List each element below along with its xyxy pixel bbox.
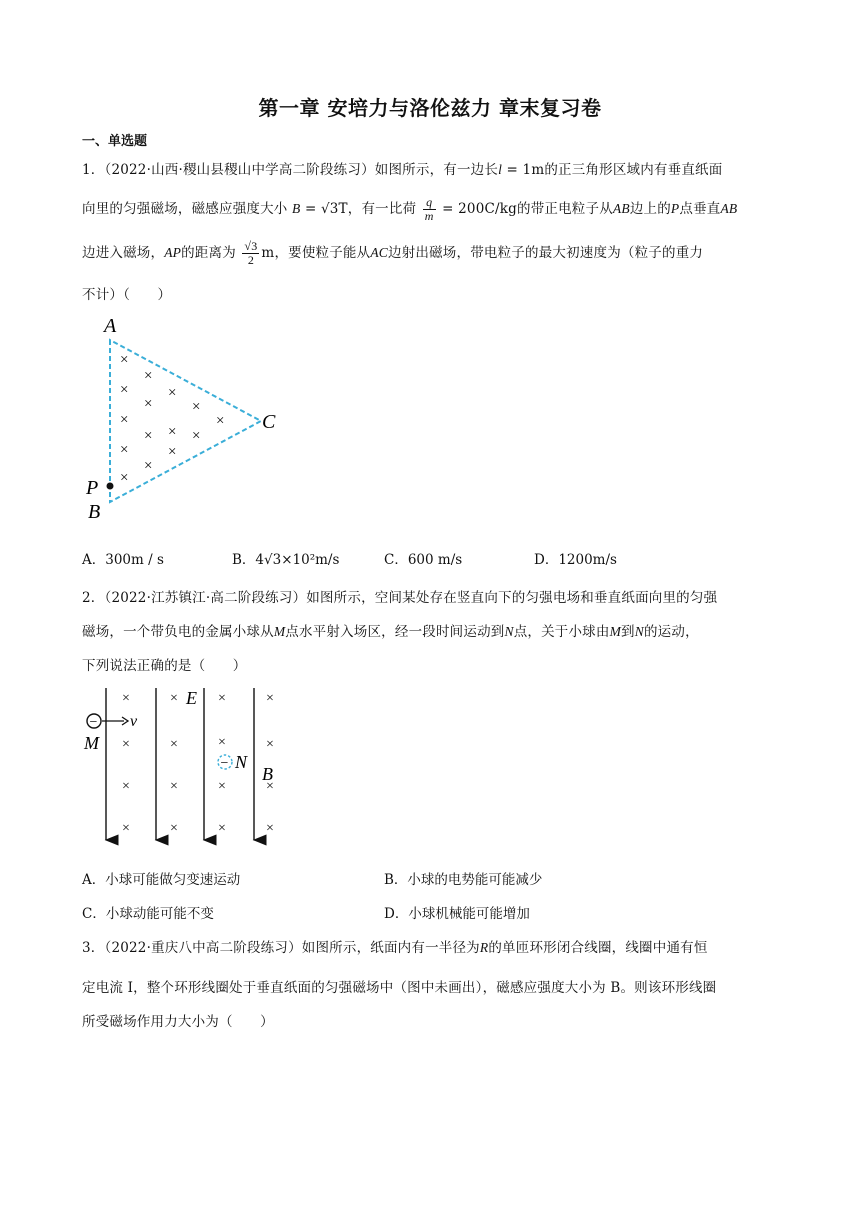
field-cross-mark: × xyxy=(170,691,178,706)
label-e: E xyxy=(186,688,197,708)
q1-var-B: B xyxy=(292,201,301,216)
point-p-dot xyxy=(107,483,114,490)
q1-text: 边射出磁场，带电粒子的最大初速度为（粒子的重力 xyxy=(388,245,704,261)
q1-line-2 xyxy=(82,196,737,223)
field-cross-mark: × xyxy=(120,382,129,398)
q2-text: 点水平射入场区，经一段时间运动到 xyxy=(285,624,505,640)
q2-line-3: 下列说法正确的是（ ） xyxy=(82,658,247,674)
q2-line-1: 2．（2022·江苏镇江·高二阶段练习）如图所示，空间某处存在竖直向下的匀强电场和垂直纸面向里的匀强 xyxy=(82,590,718,606)
field-cross-mark: × xyxy=(144,368,153,384)
field-cross-mark: × xyxy=(122,737,130,752)
q1-eq-q: = 200C/kg xyxy=(437,201,517,217)
q1-fraction-q-m xyxy=(423,196,436,223)
q3-text: 3．（2022·重庆八中高二阶段练习）如图所示，纸面内有一半径为 xyxy=(82,940,480,956)
q1-text: ，要使粒子能从 xyxy=(274,245,371,261)
field-cross-mark: × xyxy=(218,735,226,750)
field-cross-mark: × xyxy=(120,412,129,428)
q1-text: 的距离为 xyxy=(181,245,236,261)
q2-var-M: M xyxy=(609,624,622,639)
q1-unit: m xyxy=(261,245,275,261)
q1-text: 边上的 xyxy=(629,201,671,217)
q3-line-2: 定电流 I，整个环形线圈处于垂直纸面的匀强磁场中（图中未画出），磁感应强度大小为 B。则该环形线圈 xyxy=(82,980,717,996)
field-cross-mark: × xyxy=(266,779,274,794)
q1-var-AP: AP xyxy=(164,245,182,260)
q2-option-a[interactable]: A．小球可能做匀变速运动 xyxy=(82,872,241,888)
q2-var-M: M xyxy=(273,624,286,639)
page-title: 第一章 安培力与洛伦兹力 章末复习卷 xyxy=(258,96,602,120)
q1-var-AB: AB xyxy=(720,201,738,216)
q3-line-3: 所受磁场作用力大小为（ ） xyxy=(82,1014,274,1030)
q2-text: 的运动， xyxy=(643,624,699,640)
q1-line-3 xyxy=(82,240,703,267)
q1-option-c[interactable]: C．600 m/s xyxy=(384,552,463,568)
q3-text: 的单匝环形闭合线圈，线圈中通有恒 xyxy=(488,940,708,956)
field-cross-mark: × xyxy=(192,399,201,415)
point-label-p: P xyxy=(86,477,99,499)
frac-num: q xyxy=(423,196,436,210)
q2-var-N: N xyxy=(504,624,514,639)
q1-var-P: P xyxy=(670,201,680,216)
dashed-triangle xyxy=(110,340,261,502)
q1-line-4: 不计）（ ） xyxy=(82,287,172,303)
q1-var-AC: AC xyxy=(370,245,388,260)
q1-eq-l: = 1m xyxy=(502,162,545,178)
field-cross-mark: × xyxy=(120,470,129,486)
field-cross-mark: × xyxy=(144,458,153,474)
q1-text: 的带正电粒子从 xyxy=(517,201,613,217)
label-m: M xyxy=(84,733,99,753)
field-cross-mark: × xyxy=(218,691,226,706)
q1-text: 1．（2022·山西·稷山县稷山中学高二阶段练习）如图所示，有一边长 xyxy=(82,162,499,178)
field-cross-mark: × xyxy=(170,737,178,752)
field-cross-mark: × xyxy=(168,424,177,440)
q1-text: ，有一比荷 xyxy=(347,201,417,217)
q1-text: 点垂直 xyxy=(679,201,721,217)
q2-var-N: N xyxy=(634,624,644,639)
q2-option-b[interactable]: B．小球的电势能可能减少 xyxy=(384,872,543,888)
q1-triangle-figure xyxy=(78,310,288,525)
q1-var-AB: AB xyxy=(612,201,630,216)
q3-var-R: R xyxy=(479,940,489,955)
q1-option-a[interactable]: A．300m / s xyxy=(82,552,164,568)
field-cross-mark: × xyxy=(266,737,274,752)
q3-line-1 xyxy=(82,936,708,956)
field-cross-mark: × xyxy=(170,821,178,836)
q2-field-figure xyxy=(82,682,292,852)
field-cross-mark: × xyxy=(192,428,201,444)
q1-text: 边进入磁场， xyxy=(82,245,165,261)
frac-num: √3 xyxy=(244,239,258,253)
frac-den: 2 xyxy=(247,253,255,267)
q2-line-2 xyxy=(82,620,699,640)
frac-den: m xyxy=(424,209,434,223)
q2-option-d[interactable]: D．小球机械能可能增加 xyxy=(384,906,530,922)
field-cross-mark: × xyxy=(170,779,178,794)
field-cross-mark: × xyxy=(218,821,226,836)
q1-eq-B: = √3T xyxy=(300,201,348,217)
q1-line-1 xyxy=(82,158,722,178)
q1-text: 的正三角形区域内有垂直纸面 xyxy=(544,162,723,178)
field-cross-mark: × xyxy=(218,779,226,794)
ball-m-sign: − xyxy=(89,715,98,730)
q1-option-b[interactable]: B．4√3×10²m/s xyxy=(232,552,340,568)
field-cross-mark: × xyxy=(266,821,274,836)
label-b: B xyxy=(262,764,273,784)
q1-option-d[interactable]: D．1200m/s xyxy=(534,552,617,568)
q1-var-l: l xyxy=(498,162,503,177)
field-cross-mark: × xyxy=(144,396,153,412)
q2-text: 到 xyxy=(621,624,635,640)
label-v: v xyxy=(130,713,138,730)
field-cross-mark: × xyxy=(216,413,225,429)
vertex-label-a: A xyxy=(104,315,117,337)
q1-fraction-sqrt3-2 xyxy=(242,240,259,267)
field-cross-mark: × xyxy=(168,385,177,401)
q2-text: 点，关于小球由 xyxy=(513,624,610,640)
label-n: N xyxy=(235,752,248,772)
field-cross-mark: × xyxy=(122,821,130,836)
q2-text: 磁场，一个带负电的金属小球从 xyxy=(82,624,274,640)
field-cross-mark: × xyxy=(120,442,129,458)
vertex-label-c: C xyxy=(262,411,276,433)
field-cross-mark: × xyxy=(266,691,274,706)
field-cross-mark: × xyxy=(144,428,153,444)
field-cross-mark: × xyxy=(168,444,177,460)
vertex-label-b: B xyxy=(88,501,101,523)
field-cross-mark: × xyxy=(120,352,129,368)
section-heading: 一、单选题 xyxy=(82,134,148,149)
field-cross-mark: × xyxy=(122,691,130,706)
q2-option-c[interactable]: C．小球动能可能不变 xyxy=(82,906,214,922)
field-cross-mark: × xyxy=(122,779,130,794)
q1-text: 向里的匀强磁场，磁感应强度大小 xyxy=(82,201,288,217)
ball-n-sign: − xyxy=(220,756,229,771)
